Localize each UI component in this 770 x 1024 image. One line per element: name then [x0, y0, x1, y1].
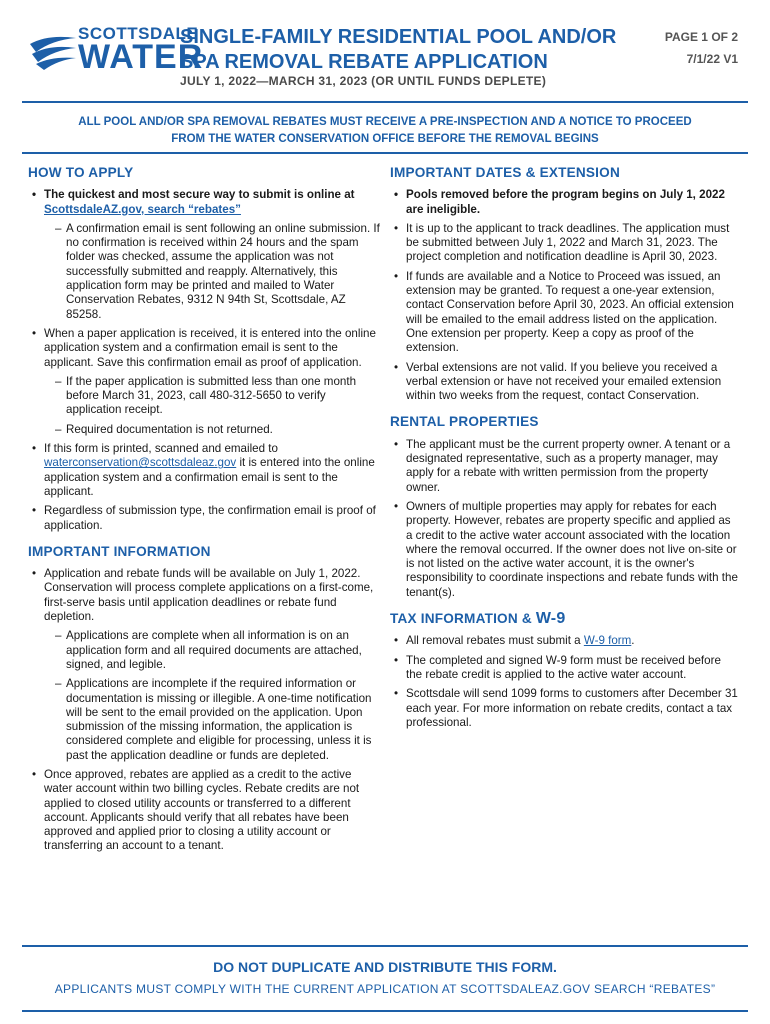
tax-information-heading: TAX INFORMATION & W-9 — [390, 610, 566, 628]
notice-line1: ALL POOL AND/OR SPA REMOVAL REBATES MUST RECEIVE A PRE-INSPECTION AND A NOTICE TO PROCEED — [78, 116, 692, 128]
list-item: • The quickest and most secure way to submit is online at ScottsdaleAZ.gov, search “rebates” — [28, 188, 380, 217]
list-subitem: – If the paper application is submitted less than one month before March 31, 2023, call 480-312-5650 to verify application receipt. — [28, 375, 380, 418]
list-item: • When a paper application is received, it is entered into the online application system and a confirmation email is sent to the applicant. Save this confirmation email as proof of application. — [28, 327, 380, 370]
logo-text-bottom: WATER — [78, 38, 204, 76]
list-item: • Pools removed before the program begins on July 1, 2022 are ineligible. — [390, 188, 740, 217]
rental-properties-list — [390, 438, 740, 600]
header — [0, 0, 770, 100]
important-dates-list — [390, 188, 740, 403]
list-item: • All removal rebates must submit a W-9 form. — [390, 634, 740, 648]
important-information-list — [28, 567, 380, 854]
page-title-line2: SPA REMOVAL REBATE APPLICATION — [180, 51, 548, 73]
rental-properties-heading: RENTAL PROPERTIES — [390, 414, 539, 430]
scottsdale-rebates-link[interactable]: ScottsdaleAZ.gov, search “rebates” — [44, 202, 241, 216]
list-subitem: – Applications are complete when all information is on an application form and all required documents are attached, signed, and legible. — [28, 629, 380, 672]
w9-form-link[interactable]: W-9 form — [583, 634, 632, 648]
list-item: • If this form is printed, scanned and emailed to waterconservation@scottsdaleaz.gov it is entered into the online application system and a confirmation email is sent to the applicant. — [28, 442, 380, 499]
list-item: • The completed and signed W-9 form must be received before the rebate credit is applied to the active water account. — [390, 654, 740, 683]
conservation-email-link[interactable]: waterconservation@scottsdaleaz.gov — [44, 456, 237, 470]
left-column — [28, 166, 380, 859]
list-item: • It is up to the applicant to track deadlines. The application must be submitted between July 1, 2022 and March 31, 2023. The project completion and notification deadline is April 30, 2023. — [390, 222, 740, 265]
important-information-heading: IMPORTANT INFORMATION — [28, 543, 211, 559]
list-item: • Owners of multiple properties may apply for rebates for each property. However, rebates are property specific and applied as a credit to the active water account associated with the location where the removal occurred. If the owner does not live on-site or is not listed on the active water account, it is the owner's responsibility to coordinate inspections and rebate funds with the tenant(s). — [390, 500, 740, 600]
program-dates: JULY 1, 2022—MARCH 31, 2023 (OR UNTIL FUNDS DEPLETE) — [180, 74, 547, 88]
water-swoosh-icon — [28, 32, 78, 72]
list-item: • Verbal extensions are not valid. If you believe you received a verbal extension or have not received your emailed extension within two weeks from the request, contact Conservation. — [390, 361, 740, 404]
list-subitem: – Applications are incomplete if the required information or documentation is missing or illegible. A one-time notification will be sent to the email provided on the application. Upon submission of the missing information, the application is considered complete and eligible for processing, unless it is past the application deadline or funds are depleted. — [28, 677, 380, 763]
important-dates-heading: IMPORTANT DATES & EXTENSION — [390, 165, 620, 180]
list-item: • Regardless of submission type, the confirmation email is proof of application. — [28, 504, 380, 533]
scottsdale-water-logo — [28, 24, 204, 80]
pre-inspection-notice — [22, 101, 748, 154]
list-item: • Application and rebate funds will be available on July 1, 2022. Conservation will process complete applications on a first-come, first-serve basis until application deadlines or rebate fund depletion. — [28, 567, 380, 624]
list-subitem: – Required documentation is not returned. — [28, 423, 380, 437]
page-number: PAGE 1 OF 2 — [664, 30, 738, 44]
notice-line2: FROM THE WATER CONSERVATION OFFICE BEFORE THE REMOVAL BEGINS — [171, 133, 599, 145]
list-item: • The applicant must be the current property owner. A tenant or a designated representative, such as a property manager, may apply for a rebate with written permission from the property owner. — [390, 438, 740, 495]
do-not-duplicate-text: DO NOT DUPLICATE AND DISTRIBUTE THIS FORM. — [213, 959, 557, 975]
how-to-apply-list — [28, 188, 380, 533]
page-title-line1: SINGLE-FAMILY RESIDENTIAL POOL AND/OR — [180, 26, 617, 48]
footer-notice — [22, 945, 748, 1012]
list-subitem: – A confirmation email is sent following an online submission. If no confirmation is received within 24 hours and the spam folder was checked, assume the application was not successfully submitted and reapply. Alternatively, this application form may be printed and mailed to Water Conservation Rebates, 9312 N 94th St, Scottsdale, AZ 85258. — [28, 222, 380, 322]
version-label: 7/1/22 V1 — [686, 52, 738, 66]
tax-information-list — [390, 634, 740, 730]
how-to-apply-heading: HOW TO APPLY — [28, 165, 134, 180]
logo-text-top: SCOTTSDALE — [78, 24, 199, 43]
comply-notice-text: APPLICANTS MUST COMPLY WITH THE CURRENT APPLICATION AT SCOTTSDALEAZ.GOV SEARCH “REBATES” — [54, 982, 716, 996]
right-column — [390, 166, 740, 735]
list-item: • Once approved, rebates are applied as a credit to the active water account within two billing cycles. Rebate credits are not applied to closed utility accounts or transferred to a different account. Applicants should verify that all rebates have been approved and applied prior to closing a utility account or transferring an account to a tenant. — [28, 768, 380, 854]
list-item: • If funds are available and a Notice to Proceed was issued, an extension may be granted. To request a one-year extension, contact Conservation before April 30, 2023. An official extension will be emailed to the email address listed on the application. One extension per property. Keep a copy as proof of the extension. — [390, 270, 740, 356]
list-item: • Scottsdale will send 1099 forms to customers after December 31 each year. For more information on rebate credits, contact a tax professional. — [390, 687, 740, 730]
